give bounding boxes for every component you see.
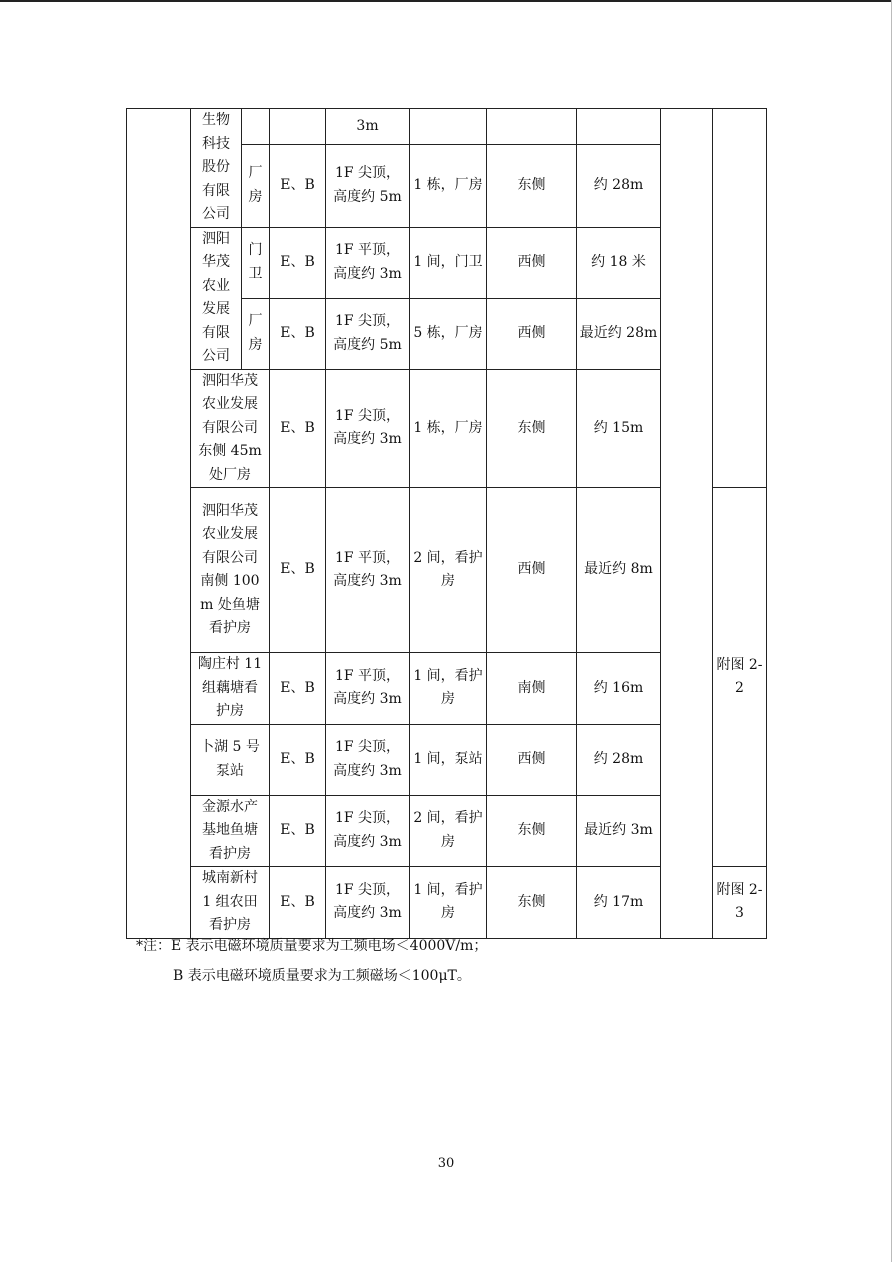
structure-cell: 1F 平顶，高度约 3m <box>326 653 410 725</box>
distance-cell: 最近约 3m <box>577 795 661 867</box>
direction-cell: 南侧 <box>487 653 577 725</box>
page-top-border <box>0 0 892 2</box>
env-cell: E、B <box>270 227 326 298</box>
env-cell: E、B <box>270 795 326 867</box>
direction-cell: 西侧 <box>487 488 577 653</box>
direction-cell: 西侧 <box>487 724 577 795</box>
direction-cell: 东侧 <box>487 369 577 488</box>
structure-cell: 1F 尖顶，高度约 5m <box>326 145 410 227</box>
footnote-e: *注：E 表示电磁环境质量要求为工频电场＜4000V/m； <box>136 938 488 954</box>
sensitive-targets-table <box>126 108 767 939</box>
org-name-cell: 生物科技股份有限公司 <box>191 109 242 228</box>
env-cell: E、B <box>270 724 326 795</box>
env-cell: E、B <box>270 369 326 488</box>
distance-cell <box>577 109 661 145</box>
scale-cell: 1 间，泵站 <box>410 724 487 795</box>
scale-cell: 2 间，看护房 <box>410 488 487 653</box>
distance-cell: 最近约 28m <box>577 298 661 369</box>
scale-cell <box>410 109 487 145</box>
distance-cell: 约 28m <box>577 724 661 795</box>
structure-cell: 1F 尖顶，高度约 3m <box>326 724 410 795</box>
direction-cell: 西侧 <box>487 298 577 369</box>
direction-cell: 东侧 <box>487 795 577 867</box>
structure-cell: 1F 尖顶，高度约 3m <box>326 795 410 867</box>
structure-cell: 3m <box>326 109 410 145</box>
direction-cell <box>487 109 577 145</box>
scale-cell: 1 间，看护房 <box>410 867 487 939</box>
scale-cell: 2 间，看护房 <box>410 795 487 867</box>
building-cell: 门卫 <box>242 227 270 298</box>
org-name-cell: 泗阳华茂农业发展有限公司 <box>191 227 242 369</box>
env-cell: E、B <box>270 653 326 725</box>
distance-cell: 约 16m <box>577 653 661 725</box>
building-cell <box>242 109 270 145</box>
direction-cell: 东侧 <box>487 145 577 227</box>
scale-cell: 1 栋，厂房 <box>410 369 487 488</box>
env-cell <box>270 109 326 145</box>
direction-cell: 西侧 <box>487 227 577 298</box>
distance-cell: 约 28m <box>577 145 661 227</box>
target-name-cell: 卜湖 5 号泵站 <box>191 724 270 795</box>
env-cell: E、B <box>270 298 326 369</box>
building-cell: 厂房 <box>242 145 270 227</box>
target-name-cell: 城南新村 1 组农田看护房 <box>191 867 270 939</box>
table-row <box>127 109 767 145</box>
structure-cell: 1F 平顶，高度约 3m <box>326 488 410 653</box>
env-cell: E、B <box>270 488 326 653</box>
blank-left-cell <box>127 109 191 939</box>
distance-cell: 约 18 米 <box>577 227 661 298</box>
figure-ref-cell <box>713 109 767 488</box>
direction-cell: 东侧 <box>487 867 577 939</box>
structure-cell: 1F 尖顶，高度约 3m <box>326 867 410 939</box>
page-number: 30 <box>437 1156 455 1171</box>
structure-cell: 1F 尖顶，高度约 5m <box>326 298 410 369</box>
scale-cell: 5 栋，厂房 <box>410 298 487 369</box>
env-cell: E、B <box>270 145 326 227</box>
distance-cell: 约 15m <box>577 369 661 488</box>
target-name-cell: 陶庄村 11 组藕塘看护房 <box>191 653 270 725</box>
env-cell: E、B <box>270 867 326 939</box>
footnote-b: B 表示电磁环境质量要求为工频磁场＜100μT。 <box>173 968 471 984</box>
distance-cell: 最近约 8m <box>577 488 661 653</box>
structure-cell: 1F 尖顶，高度约 3m <box>326 369 410 488</box>
figure-ref-cell: 附图 2-2 <box>713 488 767 867</box>
blank-col-cell <box>661 109 713 939</box>
target-name-cell: 金源水产基地鱼塘看护房 <box>191 795 270 867</box>
building-cell: 厂房 <box>242 298 270 369</box>
target-name-cell: 泗阳华茂农业发展有限公司东侧 45m 处厂房 <box>191 369 270 488</box>
scale-cell: 1 栋，厂房 <box>410 145 487 227</box>
distance-cell: 约 17m <box>577 867 661 939</box>
scale-cell: 1 间，看护房 <box>410 653 487 725</box>
figure-ref-cell: 附图 2-3 <box>713 867 767 939</box>
target-name-cell: 泗阳华茂农业发展有限公司南侧 100m 处鱼塘看护房 <box>191 488 270 653</box>
structure-cell: 1F 平顶，高度约 3m <box>326 227 410 298</box>
scale-cell: 1 间，门卫 <box>410 227 487 298</box>
